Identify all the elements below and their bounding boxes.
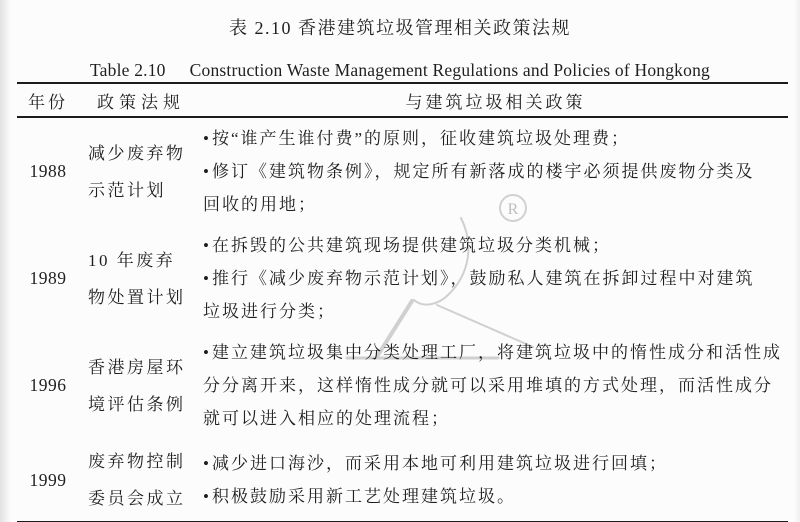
policy-name-line: 10 年废弃 — [88, 250, 176, 270]
policy-name-line: 境评估条例 — [88, 394, 186, 414]
policy-name-line: 香港房屋环 — [88, 357, 186, 377]
bullet-icon: • — [203, 487, 211, 506]
policy-line — [203, 295, 788, 328]
table-header-row — [17, 84, 788, 116]
policy-line — [203, 155, 788, 188]
bullet-icon: • — [203, 343, 211, 362]
policy-name-line: 物处置计划 — [88, 287, 186, 307]
policy-line-text: 分分离开来，这样惰性成分就可以采用堆填的方式处理，而活性成分 — [203, 376, 773, 395]
policy-line-text: 推行《减少废弃物示范计划》，鼓励私人建筑在拆卸过程中对建筑 — [211, 269, 755, 288]
registered-mark-letter: R — [507, 201, 519, 218]
table-row — [17, 225, 788, 332]
bullet-icon: • — [203, 129, 211, 148]
policy-detail-cell — [203, 229, 788, 328]
policy-name-cell — [79, 135, 203, 209]
policy-line — [203, 480, 788, 513]
bullet-icon: • — [203, 236, 211, 255]
policy-name-cell — [79, 242, 203, 316]
policy-detail-cell — [203, 336, 788, 435]
scan-edge-right — [794, 0, 800, 522]
bullet-icon: • — [203, 454, 211, 473]
policy-line — [203, 402, 788, 435]
policy-line — [203, 262, 788, 295]
table-body — [17, 118, 788, 521]
year-cell: 1988 — [29, 161, 67, 181]
header-policy-name: 政策法规 — [97, 92, 185, 112]
policy-line-text: 垃圾进行分类； — [203, 302, 336, 321]
table-row — [17, 439, 788, 521]
scan-edge-left — [0, 0, 11, 522]
policy-line-text: 减少进口海沙，而采用本地可利用建筑垃圾进行回填； — [211, 454, 668, 473]
header-year: 年份 — [28, 92, 68, 112]
table-row — [17, 118, 788, 225]
policy-line-text: 积极鼓励采用新工艺处理建筑垃圾。 — [211, 487, 516, 506]
policy-name-line: 减少废弃物 — [88, 143, 186, 163]
year-cell: 1989 — [29, 268, 67, 288]
policy-line — [203, 336, 788, 369]
bullet-icon: • — [203, 162, 211, 181]
table-title-en-text: Construction Waste Management Regulations and Policies of Hongkong — [189, 60, 710, 80]
policy-name-cell — [79, 349, 203, 423]
policy-line-text: 在拆毁的公共建筑现场提供建筑垃圾分类机械； — [211, 236, 611, 255]
policy-line — [203, 122, 788, 155]
policy-line — [203, 369, 788, 402]
table-title-en-label: Table 2.10 — [90, 60, 166, 80]
regulations-table — [17, 82, 788, 522]
policy-line — [203, 188, 788, 221]
policy-line-text: 建立建筑垃圾集中分类处理工厂，将建筑垃圾中的惰性成分和活性成 — [211, 343, 782, 362]
policy-name-line: 委员会成立 — [88, 489, 186, 508]
policy-line — [203, 447, 788, 480]
header-related-policy: 与建筑垃圾相关政策 — [405, 92, 586, 112]
policy-name-line: 废弃物控制 — [88, 452, 186, 471]
policy-detail-cell — [203, 122, 788, 221]
policy-detail-cell — [203, 447, 788, 513]
table-title-en — [0, 61, 800, 80]
policy-line-text: 按“谁产生谁付费”的原则，征收建筑垃圾处理费； — [211, 129, 631, 148]
policy-line-text: 回收的用地； — [203, 195, 317, 214]
policy-line — [203, 229, 788, 262]
policy-line-text: 就可以进入相应的处理流程； — [203, 409, 450, 428]
year-cell: 1999 — [29, 469, 67, 490]
year-cell: 1996 — [29, 375, 67, 395]
policy-line-text: 修订《建筑物条例》，规定所有新落成的楼宇必须提供废物分类及 — [211, 162, 755, 181]
table-title-zh: 表 2.10 香港建筑垃圾管理相关政策法规 — [229, 18, 571, 38]
policy-name-cell — [79, 443, 203, 517]
table-row — [17, 332, 788, 439]
bullet-icon: • — [203, 269, 211, 288]
policy-name-line: 示范计划 — [88, 180, 166, 200]
